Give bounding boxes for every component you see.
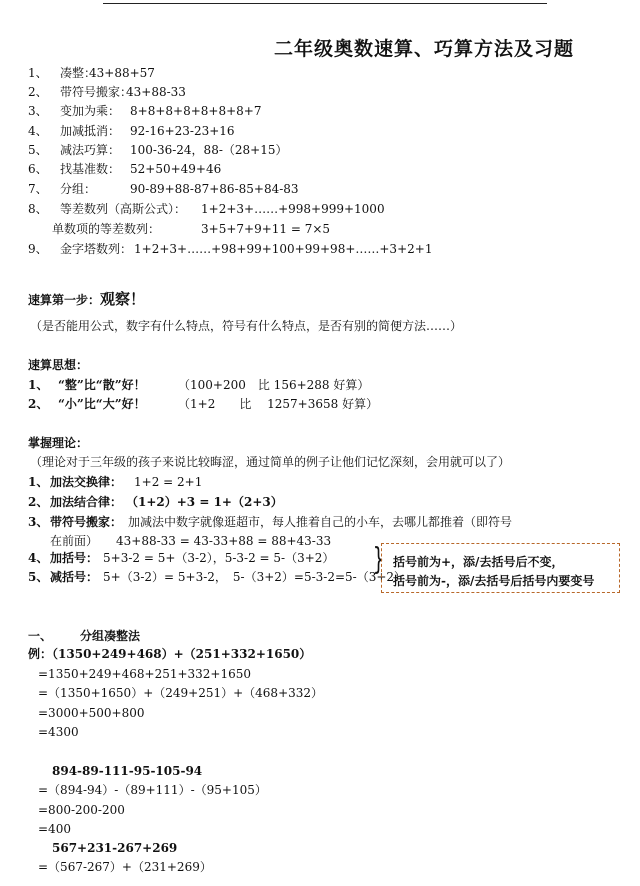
- method-name: 等差数列（高斯公式）：: [60, 202, 187, 216]
- method-num: 1、: [28, 66, 48, 80]
- solution-step: =400: [38, 822, 71, 836]
- theory-num: 1、: [28, 475, 49, 489]
- thinking-example: （1+2 比 1257+3658 好算）: [178, 397, 379, 411]
- theory-text: 5+（3-2）= 5+3-2， 5-（3+2）=5-3-2=5-（3+2）: [103, 570, 407, 584]
- step1-heading: [28, 290, 145, 309]
- method-num: 8、: [28, 202, 48, 216]
- method-name: 找基准数：: [60, 162, 121, 176]
- example-expr: （1350+249+468）+（251+332+1650）: [52, 647, 312, 661]
- method-num: 7、: [28, 182, 48, 196]
- method-num: 9、: [28, 242, 48, 256]
- theory-text: 在前面） 43+88-33 = 43-33+88 = 88+43-33: [50, 534, 332, 548]
- rule-callout: [381, 543, 620, 593]
- theory-name: 加括号：: [50, 551, 99, 565]
- theory-name: 加法结合律：: [50, 495, 123, 509]
- theory-num: 4、: [28, 551, 49, 565]
- thinking-text: “整”比“散”好！: [58, 378, 146, 392]
- method-example: 3+5+7+9+11 = 7×5: [201, 222, 331, 236]
- theory-text: 1+2 = 2+1: [134, 475, 203, 489]
- method-name: 变加为乘：: [60, 104, 121, 118]
- solution-step: =1350+249+468+251+332+1650: [38, 667, 252, 681]
- method-name: 带符号搬家：: [60, 85, 133, 99]
- theory-heading: 掌握理论：: [28, 436, 89, 450]
- solution-step: =（567-267）+（231+269）: [38, 860, 212, 874]
- solution-step: =（894-94）-（89+111）-（95+105）: [38, 783, 267, 797]
- method-num: 5、: [28, 143, 48, 157]
- thinking-heading: 速算思想：: [28, 358, 89, 372]
- thinking-example: （100+200 比 156+288 好算）: [178, 378, 370, 392]
- solution-step: =4300: [38, 725, 79, 739]
- method-example: 1+2+3+……+998+999+1000: [201, 202, 385, 216]
- step1-note: （是否能用公式，数字有什么特点，符号有什么特点，是否有别的简便方法……）: [30, 319, 463, 333]
- method-name: 分组：: [60, 182, 97, 196]
- method-name: 加减抵消：: [60, 124, 121, 138]
- theory-text: 5+3-2 = 5+（3-2），5-3-2 = 5-（3+2）: [103, 551, 335, 565]
- top-rule: [103, 3, 547, 4]
- theory-name: 带符号搬家：: [50, 515, 123, 529]
- method-example: 90-89+88-87+86-85+84-83: [130, 182, 299, 196]
- solution-step: =（1350+1650）+（249+251）+（468+332）: [38, 686, 324, 700]
- thinking-num: 2、: [28, 397, 49, 411]
- page-title: 二年级奥数速算、巧算方法及习题: [273, 38, 574, 60]
- method-example: 100-36-24，88-（28+15）: [130, 143, 288, 157]
- method-example: 52+50+49+46: [130, 162, 222, 176]
- theory-name: 加法交换律：: [50, 475, 123, 489]
- theory-num: 2、: [28, 495, 49, 509]
- method-example: 43+88-33: [126, 85, 186, 99]
- method-example: 1+2+3+……+98+99+100+99+98+……+3+2+1: [134, 242, 433, 256]
- method-name: 减法巧算：: [60, 143, 121, 157]
- thinking-text: “小”比“大”好！: [58, 397, 146, 411]
- example2-expr: 894-89-111-95-105-94: [52, 764, 203, 778]
- method-num: 2、: [28, 85, 48, 99]
- method-num: 3、: [28, 104, 48, 118]
- theory-note: （理论对于三年级的孩子来说比较晦涩，通过简单的例子让他们记忆深刻，会用就可以了）: [30, 455, 511, 469]
- method-example: 92-16+23-23+16: [130, 124, 235, 138]
- theory-name: 减括号：: [50, 570, 99, 584]
- step1-big: 观察！: [100, 290, 146, 308]
- method-name: 凑整：: [60, 66, 97, 80]
- theory-text: 加减法中数字就像逛超市，每人推着自己的小车，去哪儿都推着（即符号: [128, 515, 513, 529]
- step1-prefix: 速算第一步：: [28, 293, 101, 307]
- solution-step: =3000+500+800: [38, 706, 145, 720]
- method-example: 8+8+8+8+8+8+8+7: [130, 104, 262, 118]
- callout-line: 括号前为+，添/去括号后不变，: [393, 555, 564, 569]
- method-name: 金字塔数列：: [60, 242, 133, 256]
- theory-num: 5、: [28, 570, 49, 584]
- section-title: 分组凑整法: [80, 629, 141, 643]
- method-name: 单数项的等差数列：: [52, 222, 161, 236]
- example3-expr: 567+231-267+269: [52, 841, 178, 855]
- brace-icon: }: [372, 542, 385, 577]
- section-num: 一、: [28, 629, 53, 643]
- method-num: 6、: [28, 162, 48, 176]
- theory-text: （1+2）+3 = 1+（2+3）: [126, 495, 283, 509]
- example-line: [28, 647, 311, 661]
- method-example: 43+88+57: [89, 66, 155, 80]
- callout-line: 括号前为-，添/去括号后括号内要变号: [393, 574, 595, 588]
- thinking-num: 1、: [28, 378, 49, 392]
- example-label: 例：: [28, 647, 53, 661]
- solution-step: =800-200-200: [38, 803, 125, 817]
- theory-num: 3、: [28, 515, 49, 529]
- method-num: 4、: [28, 124, 48, 138]
